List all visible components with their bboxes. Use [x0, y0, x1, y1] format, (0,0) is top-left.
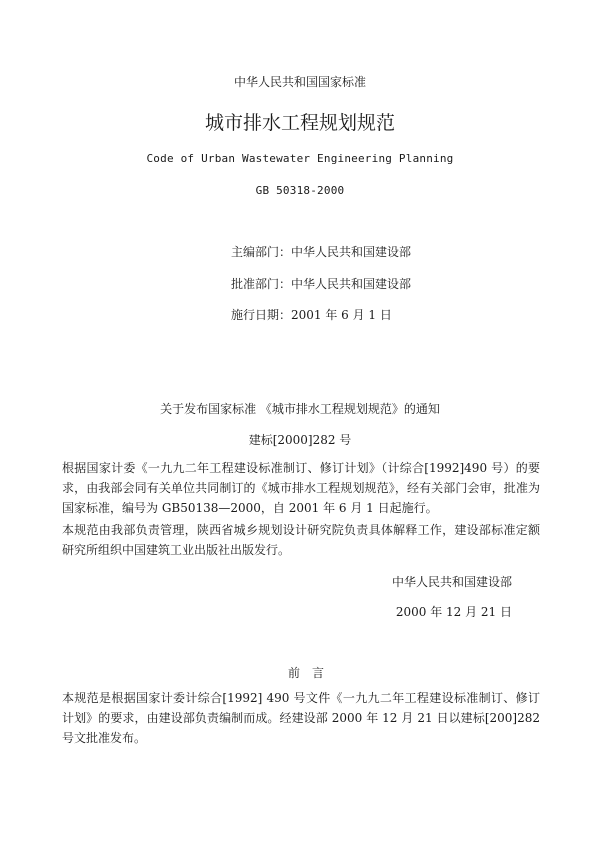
- effective-date: 施行日期：2001 年 6 月 1 日: [231, 308, 392, 322]
- notice-title: 关于发布国家标准 《城市排水工程规划规范》的通知: [160, 402, 440, 416]
- notice-paragraph-2: 本规范由我部负责管理，陕西省城乡规划设计研究院负责具体解释工作，建设部标准定额研究所组织中国建筑工业出版社出版发行。: [62, 523, 540, 557]
- approval-department: 批准部门：中华人民共和国建设部: [231, 277, 412, 291]
- standard-code: GB 50318-2000: [255, 184, 345, 197]
- preface-heading: 前言: [287, 666, 336, 680]
- document-title: 城市排水工程规划规范: [204, 112, 395, 134]
- editor-department: 主编部门：中华人民共和国建设部: [231, 245, 412, 259]
- english-title: Code of Urban Wastewater Engineering Planning: [146, 152, 454, 165]
- preface-paragraph: 本规范是根据国家计委计综合[1992] 490 号文件《一九九二年工程建设标准制订、修订计划》的要求，由建设部负责编制而成。经建设部 2000 年 12 月 21 日以建标[200]282 号文批准发布。: [62, 691, 540, 745]
- standard-type-label: 中华人民共和国国家标准: [233, 75, 366, 89]
- notice-number: 建标[2000]282 号: [248, 433, 352, 447]
- notice-paragraph-1: 根据国家计委《一九九二年工程建设标准制订、修订计划》（计综合[1992]490 号）的要求，由我部会同有关单位共同制订的《城市排水工程规划规范》，经有关部门会审，批准为国家标准，编号为 GB50138—2000，自 2001 年 6 月 1 日起施行。: [62, 461, 540, 515]
- issue-date: 2000 年 12 月 21 日: [395, 605, 512, 619]
- issuer-name: 中华人民共和国建设部: [391, 575, 512, 589]
